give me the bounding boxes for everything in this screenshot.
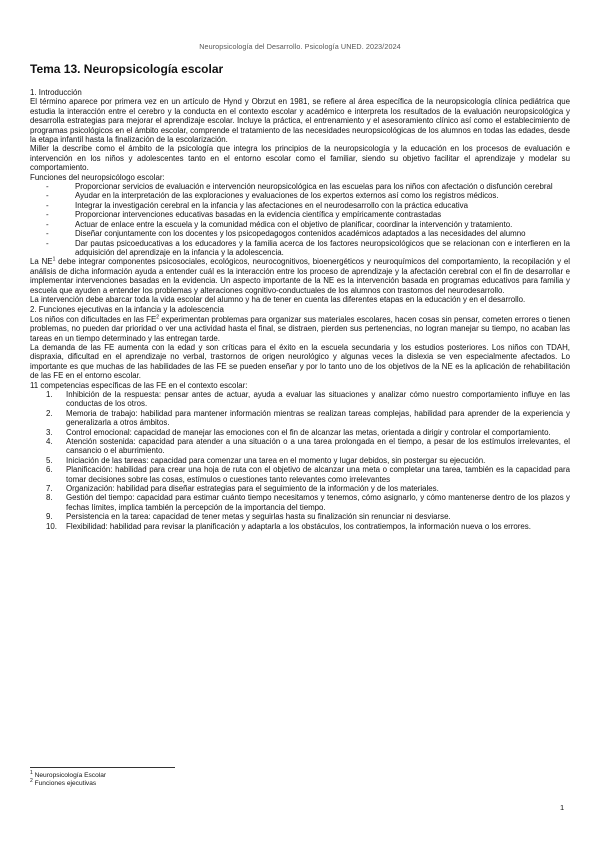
functions-list [30,182,570,257]
footnote-2 [30,780,106,788]
list-number: 3. [46,427,53,437]
list-number: 6. [46,465,53,475]
paragraph-text: La NE [30,257,53,267]
list-item-text: Organización: habilidad para diseñar estrategias para el seguimiento de la información y de los materiales. [66,484,439,494]
list-item [30,220,570,229]
list-item [30,484,570,493]
list-item [30,465,570,484]
footnote-text: Funciones ejecutivas [32,780,97,788]
list-item-text: Persistencia en la tarea: capacidad de tener metas y seguirlas hasta su finalización sin renunciar ni desviarse. [66,512,451,522]
paragraph-text: experimentan problemas para organizar sus materiales escolares, hacen cosas sin pensar, cometen errores o tienen problemas, no pueden dar prioridad o ver una actividad hasta el final, se distraen, pierden sus pertenencias, no logran manejar su tiempo, no acaban las tareas en un tiempo determinado y las entregan tarde. [30,314,571,343]
list-item-text: Memoria de trabajo: habilidad para mantener información mientras se realizan tareas complejas, habilidad para aprender de la experiencia y generalizarla a otros ámbitos. [66,408,570,428]
paragraph-text: debe integrar componentes psicosociales, ecológicos, neurocognitivos, bioenergéticos y neuroquímicos del comportamiento, la recopilación y el análisis de dicha información ayuda a entender cuál es la interacción entre los proceso de aprendizaje y la afectación cerebral con el fin de desarrollar e implementar intervenciones basadas en la evidencia. Un aspecto importante de la NE es la intervención basada en programas educativos para familia y escuela que ayuden a entender los problemas y alteraciones cognitivo-conductuales de los alumnos con trastornos del neurodesarrollo. [30,257,570,295]
list-item [30,493,570,512]
list-marker: - [46,238,49,248]
footnote-ref-2[interactable]: 2 [156,314,160,321]
list-item-text: Planificación: habilidad para crear una hoja de ruta con el objetivo de alcanzar una meta o completar una tarea, también es la capacidad para tomar decisiones sobre las cosas, estímulos o cuestiones tanto relevantes como irrelevantes [66,465,570,484]
footnote-divider [30,767,175,768]
list-item [30,239,570,258]
list-item-text: Proporcionar servicios de evaluación e intervención neuropsicológica en las escuelas para los niños con afectación o disfunción cerebral [75,182,553,192]
list-number: 2. [46,408,53,418]
list-item-text: Atención sostenida: capacidad para atender a una situación o a una tarea prolongada en el tiempo, a pesar de los estímulos irrelevantes, el cansancio o el aburrimiento. [66,437,570,456]
list-number: 7. [46,484,53,494]
list-item [30,456,570,465]
list-item-text: Gestión del tiempo: capacidad para estimar cuánto tiempo necesitamos y tenemos, cómo asignarlo, y cómo mantenerse dentro de los plazos y fechas límites, implica también la percepción de la importancia del tiempo. [66,493,570,512]
page-number: 1 [560,803,565,812]
functions-heading: Funciones del neuropsicólogo escolar: [30,172,165,182]
footnote-text: Neuropsicología Escolar [32,772,107,779]
list-item [30,390,570,409]
list-item [30,428,570,437]
list-item [30,182,570,191]
intro-paragraph-2: Miller la describe como el ámbito de la psicología que integra los principios de la neuropsicología y la educación en los procesos de evaluación e intervención en los niños y adolescentes tanto en el entorno escolar como el familiar, siendo su objetivo facilitar el aprendizaje y modelar su comportamiento. [30,144,570,173]
list-item [30,210,570,219]
list-item [30,409,570,428]
list-number: 10. [46,521,57,531]
list-item-text: Integrar la investigación cerebral en la infancia y las afectaciones en el neurodesarrollo con la práctica educativa [75,200,469,210]
section-1-heading: 1. Introducción [30,88,82,97]
ef-paragraph-2: La demanda de las FE aumenta con la edad y son críticas para el éxito en la escuela secundaria y los estudios posteriores. Los niños con TDAH, dispraxia, dificultad en el aprendizaje no verbal, trastornos de origen neurológico y algunas veces la dislexia se ven especialmente afectados. Lo importante es que muchas de las habilidades de las FE se pueden enseñar y por lo tanto uno de los objetivos de la NE es la aplicación de rehabilitación de las FE en el entorno escolar. [30,342,570,381]
page-title: Tema 13. Neuropsicología escolar [30,62,224,76]
list-number: 8. [46,493,53,503]
list-marker: - [46,219,49,229]
list-item-text: Ayudar en la interpretación de las exploraciones y evaluaciones de los expertos externos así como los registros médicos. [75,191,499,201]
list-item-text: Actuar de enlace entre la escuela y la comunidad médica con el objetivo de planificar, coordinar la intervención y tratamiento. [75,219,513,229]
intro-paragraph-4: La intervención debe abarcar toda la vida escolar del alumno y ha de tener en cuenta las diferentes etapas en la educación y en el desarrollo. [30,294,526,304]
list-item-text: Inhibición de la respuesta: pensar antes de actuar, ayuda a evaluar las situaciones y analizar cómo nuestro comportamiento influye en las conductas de los otros. [66,390,570,409]
ef-paragraph-1 [30,315,570,343]
competencies-list [30,390,570,531]
list-number: 9. [46,512,53,522]
list-number: 5. [46,455,53,465]
list-item-text: Proporcionar intervenciones educativas basadas en la evidencia científica y empíricamente contrastadas [75,210,442,220]
intro-paragraph-1: El término aparece por primera vez en un artículo de Hynd y Obrzut en 1981, se refiere al área específica de la neuropsicología clínica pediátrica que estudia la interacción entre el cerebro y la conducta en el contexto escolar y académico e interpreta los resultados de la evaluación neuropsicológica y desarrolla estrategias para mejorar el aprendizaje escolar. Incluye la práctica, el entrenamiento y el asesoramiento clínico así como el establecimiento de programas psicológicos en el ámbito escolar, comprende el tratamiento de las necesidades neuropsicológicas de los alumnos en todas las edades, desde la etapa infantil hasta la finalización de la escolarización. [30,97,570,145]
list-item-text: Diseñar conjuntamente con los docentes y los psicopedagogos contenidos académicos adaptados a las necesidades del alumno [75,229,526,239]
list-item-text: Flexibilidad: habilidad para revisar la planificación y adaptarla a los obstáculos, los contratiempos, la información nueva o los errores. [66,521,531,531]
list-number: 4. [46,437,53,447]
list-item [30,512,570,521]
list-marker: - [46,182,49,192]
list-marker: - [46,200,49,210]
list-item [30,229,570,238]
competencies-heading: 11 competencias específicas de las FE en el contexto escolar: [30,380,248,390]
list-item [30,191,570,200]
list-number: 1. [46,390,53,399]
list-marker: - [46,210,49,220]
list-item-text: Dar pautas psicoeducativas a los educadores y la familia acerca de los factores neuropsicológicos que se relacionan con e interfieren en la adquisición del aprendizaje en la infancia y la adolescencia. [75,238,570,257]
footnotes [30,769,107,789]
list-marker: - [46,229,49,239]
list-item [30,437,570,456]
list-item [30,201,570,210]
footnote-mark: 2 [30,778,33,785]
footnote-ref-1[interactable]: 1 [52,256,56,263]
running-header: Neuropsicología del Desarrollo. Psicología UNED. 2023/2024 [199,42,401,51]
list-item-text: Control emocional: capacidad de manejar las emociones con el fin de alcanzar las metas, orientada a dirigir y controlar el comportamiento. [66,427,551,437]
list-item-text: Iniciación de las tareas: capacidad para comenzar una tarea en el momento y lugar debidos, sin postergar su ejecución. [66,455,486,465]
list-item [30,522,570,531]
section-2-heading: 2. Funciones ejecutivas en la infancia y la adolescencia [30,305,224,315]
list-marker: - [46,191,49,201]
footnote-mark: 1 [30,769,33,776]
page-body [30,62,570,531]
intro-paragraph-3 [30,257,570,295]
paragraph-text: Los niños con dificultades en las FE [30,314,157,324]
